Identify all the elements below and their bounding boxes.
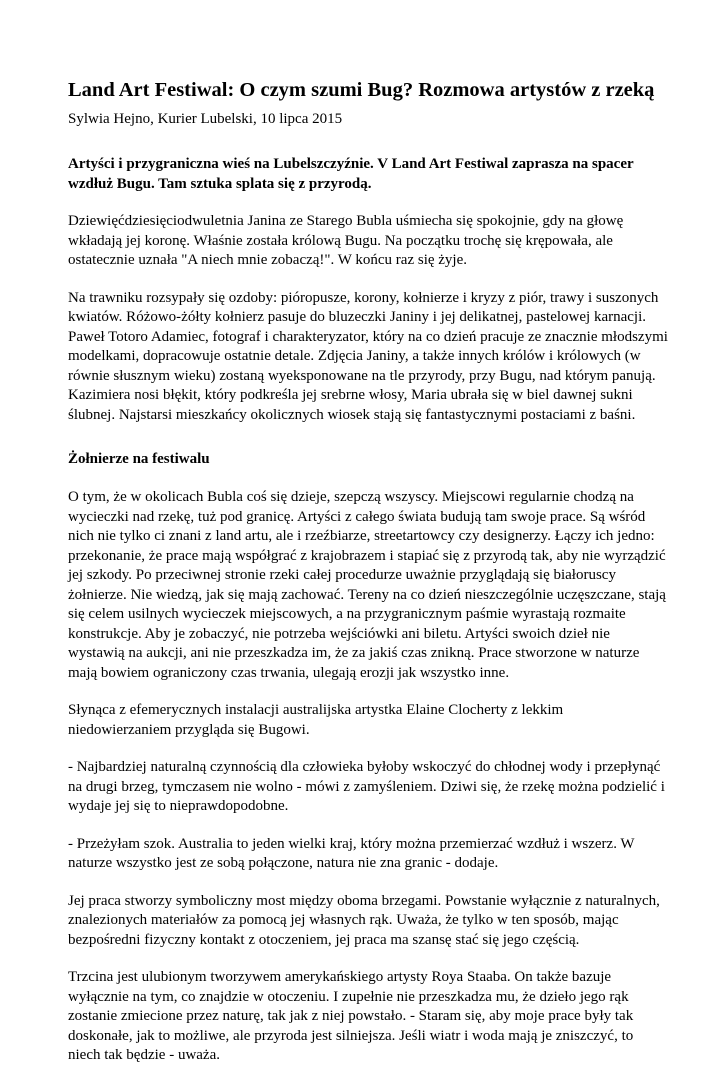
paragraph: Słynąca z efemerycznych instalacji australijska artystka Elaine Clocherty z lekkim niedowierzaniem przygląda się Bugowi. — [68, 702, 564, 738]
paragraph: Trzcina jest ulubionym tworzywem amerykańskiego artysty Roya Staaba. On także bazuje wyłącznie na tym, co znajdzie w otoczeniu. I zupełnie nie przeszkadza mu, że dzieło jego rąk zostanie zmiecione przez naturę, tak jak z niej powstało. - Staram się, aby moje prace były tak doskonałe, jak to możliwe, ale przyroda jest silniejsza. Jeśli wiatr i woda mają je zniszczyć, to niech tak będzie - uważa. — [68, 969, 634, 1063]
paragraph: Jej praca stworzy symboliczny most między oboma brzegami. Powstanie wyłącznie z naturalnych, znalezionych materiałów za pomocą jej własnych rąk. Uważa, że tylko w ten sposób, mając bezpośredni fizyczny kontakt z otoczeniem, jej praca ma szansę stać się jego częścią. — [68, 892, 660, 948]
paragraph: Dziewięćdziesięciodwuletnia Janina ze Starego Bubla uśmiecha się spokojnie, gdy na głowę wkładają jej koronę. Właśnie została królową Bugu. Na początku trochę się krępowała, ale ostatecznie uznała "A niech mnie zobaczą!". W końcu raz się żyje. — [68, 213, 624, 268]
paragraph: Na trawniku rozsypały się ozdoby: pióropusze, korony, kołnierze i kryzy z piór, trawy i suszonych kwiatów. Różowo-żółty kołnierz pasuje do bluzeczki Janiny i jej delikatnej, pastelowej karnacji. Paweł Totoro Adamiec, fotograf i charakteryzator, który na co dzień pracuje ze znacznie młodszymi modelkami, dopracowuje ostatnie detale. Zdjęcia Janiny, a także innych królów i królowych (w równie słusznym wieku) zostaną wyeksponowane na tle przyrody, przy Bugu, nad którym panują. Kazimiera nosi błękit, który podkreśla jej srebrne włosy, Maria ubrała się w biel dawnej sukni ślubnej. Najstarsi mieszkańcy okolicznych wiosek stają się fantastycznymi postaciami z baśni. — [68, 289, 668, 423]
paragraph: - Przeżyłam szok. Australia to jeden wielki kraj, który można przemierzać wzdłuż i wszerz. W naturze wszystko jest ze sobą połączone, natura nie zna granic - dodaje. — [68, 835, 635, 871]
article — [68, 78, 668, 1066]
paragraph: - Najbardziej naturalną czynnością dla człowieka byłoby wskoczyć do chłodnej wody i przepłynąć na drugi brzeg, tymczasem nie wolno - mówi z zamyśleniem. Dziwi się, że rzekę można podzielić i wydaje jej się to nieprawdopodobne. — [68, 759, 665, 814]
article-lead: Artyści i przygraniczna wieś na Lubelszczyźnie. V Land Art Festiwal zaprasza na spacer wzdłuż Bugu. Tam sztuka splata się z przyrodą. — [68, 156, 634, 192]
article-title: Land Art Festiwal: O czym szumi Bug? Rozmowa artystów z rzeką — [68, 79, 655, 101]
article-byline: Sylwia Hejno, Kurier Lubelski, 10 lipca 2015 — [68, 111, 343, 127]
section-heading: Żołnierze na festiwalu — [68, 451, 210, 467]
paragraph: O tym, że w okolicach Bubla coś się dzieje, szepczą wszyscy. Miejscowi regularnie chodzą na wycieczki nad rzekę, tuż pod granicę. Artyści z całego świata budują tam swoje prace. Są wśród nich nie tylko ci znani z land artu, ale i rzeźbiarze, streetartowcy czy designerzy. Łączy ich jedno: przekonanie, że prace mają współgrać z krajobrazem i stapiać się z przyrodą tak, aby nie wyrządzić jej szkody. Po przeciwnej stronie rzeki całej procedurze uważnie przyglądają się białoruscy żołnierze. Nie wiedzą, jak się mają zachować. Tereny na co dzień nieszczególnie uczęszczane, stają się celem usilnych wycieczek miejscowych, a na przygranicznym paśmie wyrastają rozmaite konstrukcje. Aby je zobaczyć, nie potrzeba wejściówki ani biletu. Artyści swoich dzieł nie wystawią na aukcji, ani nie przeszkadza im, że za jakiś czas znikną. Prace stworzone w naturze mają bowiem ograniczony czas trwania, ulegają erozji jak wszystko inne. — [68, 489, 666, 681]
